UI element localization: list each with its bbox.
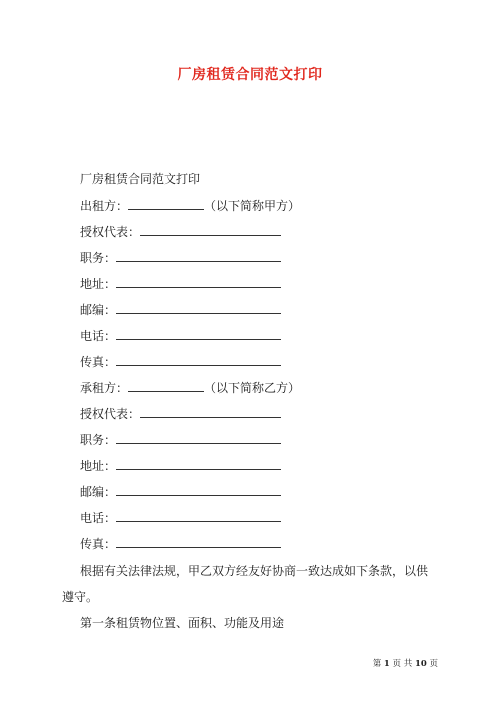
- lessee-phone-line: [80, 509, 281, 526]
- lessor-title-line: [80, 249, 281, 266]
- lessee-address-blank: [116, 457, 281, 470]
- lessee-suffix: （以下简称乙方）: [204, 381, 301, 395]
- lessor-title-blank: [116, 249, 281, 262]
- footer-page-number: 1: [383, 659, 390, 669]
- footer-total-pages: 10: [414, 659, 427, 669]
- lessor-address-blank: [116, 275, 281, 288]
- lessee-address-line: [80, 457, 281, 474]
- lessor-fax-label: 传真：: [80, 355, 117, 369]
- lessee-title-label: 职务：: [80, 433, 117, 447]
- lessor-title-label: 职务：: [80, 251, 117, 265]
- lessor-fax-line: [80, 353, 281, 370]
- lessee-blank: [128, 379, 204, 392]
- document-title: 厂房租赁合同范文打印: [177, 67, 323, 83]
- lessor-phone-line: [80, 327, 281, 344]
- lessor-fax-blank: [116, 353, 281, 366]
- lessee-fax-label: 传真：: [80, 537, 117, 551]
- lessor-suffix: （以下简称甲方）: [204, 199, 301, 213]
- lessee-rep-line: [80, 405, 281, 422]
- lessee-rep-blank: [140, 405, 281, 418]
- lessor-label: 出租方：: [80, 199, 129, 213]
- lessee-title-blank: [116, 431, 281, 444]
- lessor-address-line: [80, 275, 281, 292]
- lessee-line: [80, 379, 300, 396]
- lessee-rep-label: 授权代表：: [80, 407, 141, 421]
- lessee-postcode-label: 邮编：: [80, 485, 117, 499]
- lessor-blank: [128, 197, 204, 210]
- footer-prefix: 第: [372, 659, 382, 669]
- page-footer: [0, 657, 438, 669]
- article-1-heading: 第一条租赁物位置、面积、功能及用途: [80, 616, 285, 630]
- lessee-fax-line: [80, 535, 281, 552]
- footer-middle: 页 共: [392, 659, 413, 669]
- lessee-phone-blank: [116, 509, 281, 522]
- lessor-postcode-blank: [116, 301, 281, 314]
- lessee-postcode-blank: [116, 483, 281, 496]
- intro-line: 厂房租赁合同范文打印: [80, 172, 201, 186]
- clause-paragraph: 根据有关法律法规，甲乙双方经友好协商一致达成如下条款，以供遵守。: [62, 564, 429, 604]
- lessor-line: [80, 197, 300, 214]
- lessee-label: 承租方：: [80, 381, 129, 395]
- lessor-phone-label: 电话：: [80, 329, 117, 343]
- lessee-postcode-line: [80, 483, 281, 500]
- lessor-postcode-label: 邮编：: [80, 303, 117, 317]
- lessor-phone-blank: [116, 327, 281, 340]
- footer-suffix: 页: [429, 659, 438, 669]
- lessor-rep-blank: [140, 223, 281, 236]
- lessee-phone-label: 电话：: [80, 511, 117, 525]
- lessor-postcode-line: [80, 301, 281, 318]
- lessor-address-label: 地址：: [80, 277, 117, 291]
- lessee-address-label: 地址：: [80, 459, 117, 473]
- lessor-rep-label: 授权代表：: [80, 225, 141, 239]
- lessee-fax-blank: [116, 535, 281, 548]
- lessee-title-line: [80, 431, 281, 448]
- lessor-rep-line: [80, 223, 281, 240]
